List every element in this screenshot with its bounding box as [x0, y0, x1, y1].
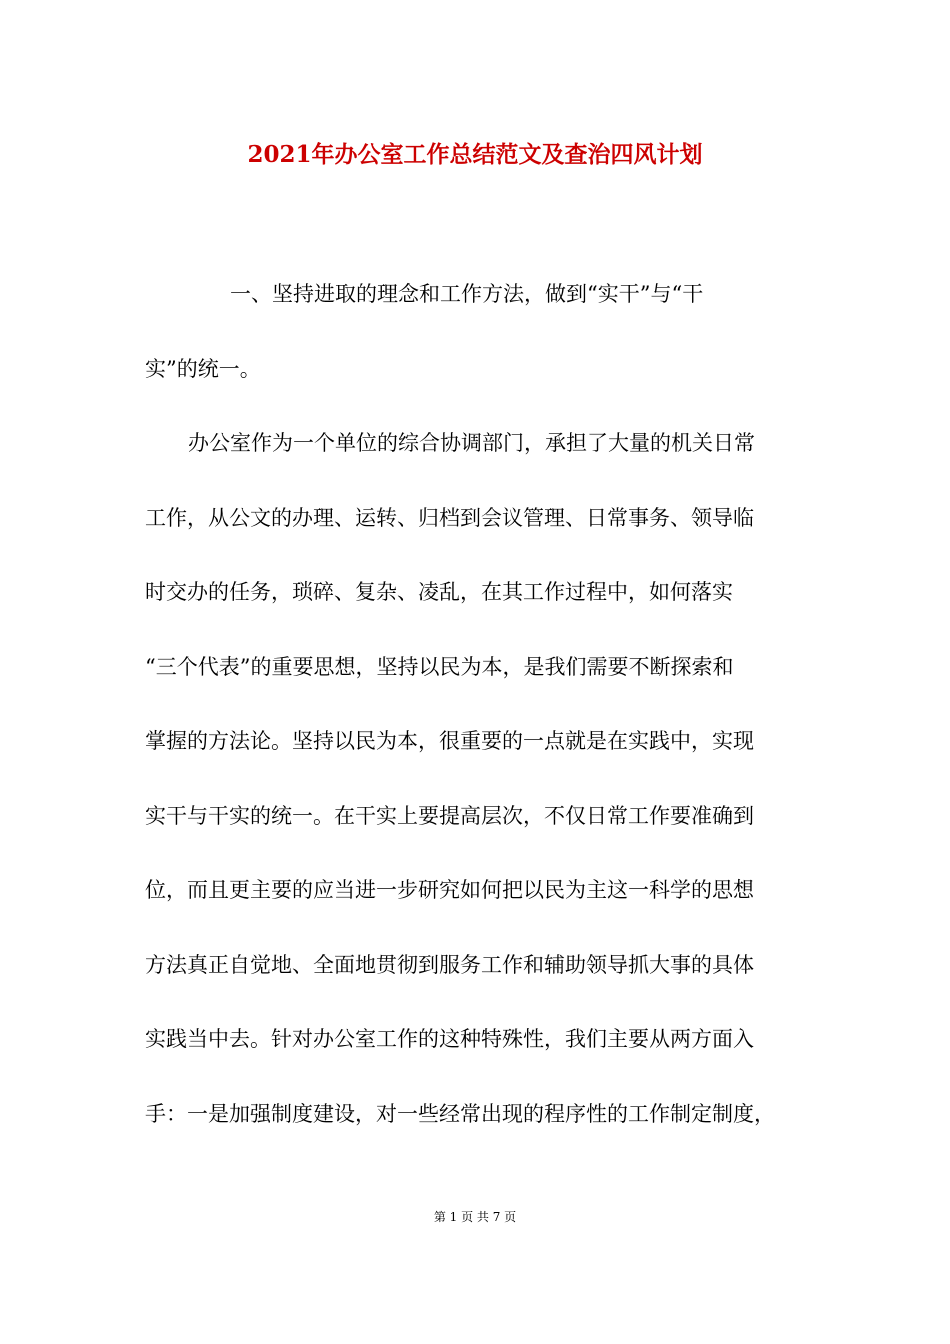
paragraph-line-10: 手：一是加强制度建设，对一些经常出现的程序性的工作制定制度，	[145, 1102, 775, 1126]
paragraph-line-7: 位，而且更主要的应当进一步研究如何把以民为主这一科学的思想	[145, 878, 754, 902]
heading-line-2: 实”的统一。	[145, 357, 261, 381]
paragraph-line-6: 实干与干实的统一。在干实上要提高层次，不仅日常工作要准确到	[145, 804, 754, 828]
page-footer: 第 1 页 共 7 页	[433, 1210, 517, 1224]
paragraph-line-2: 工作，从公文的办理、运转、归档到会议管理、日常事务、领导临	[145, 506, 754, 530]
paragraph-line-4: “三个代表”的重要思想，坚持以民为本，是我们需要不断探索和	[145, 655, 734, 679]
document-title: 2021年办公室工作总结范文及查治四风计划	[247, 141, 703, 168]
paragraph-line-1: 办公室作为一个单位的综合协调部门，承担了大量的机关日常	[188, 431, 755, 455]
paragraph-line-3: 时交办的任务，琐碎、复杂、凌乱，在其工作过程中，如何落实	[145, 580, 733, 604]
heading-line-1: 一、坚持进取的理念和工作方法，做到“实干”与“干	[230, 282, 704, 306]
paragraph-line-5: 掌握的方法论。坚持以民为本，很重要的一点就是在实践中，实现	[145, 729, 754, 753]
paragraph-line-9: 实践当中去。针对办公室工作的这种特殊性，我们主要从两方面入	[145, 1027, 754, 1051]
paragraph-line-8: 方法真正自觉地、全面地贯彻到服务工作和辅助领导抓大事的具体	[145, 953, 754, 977]
